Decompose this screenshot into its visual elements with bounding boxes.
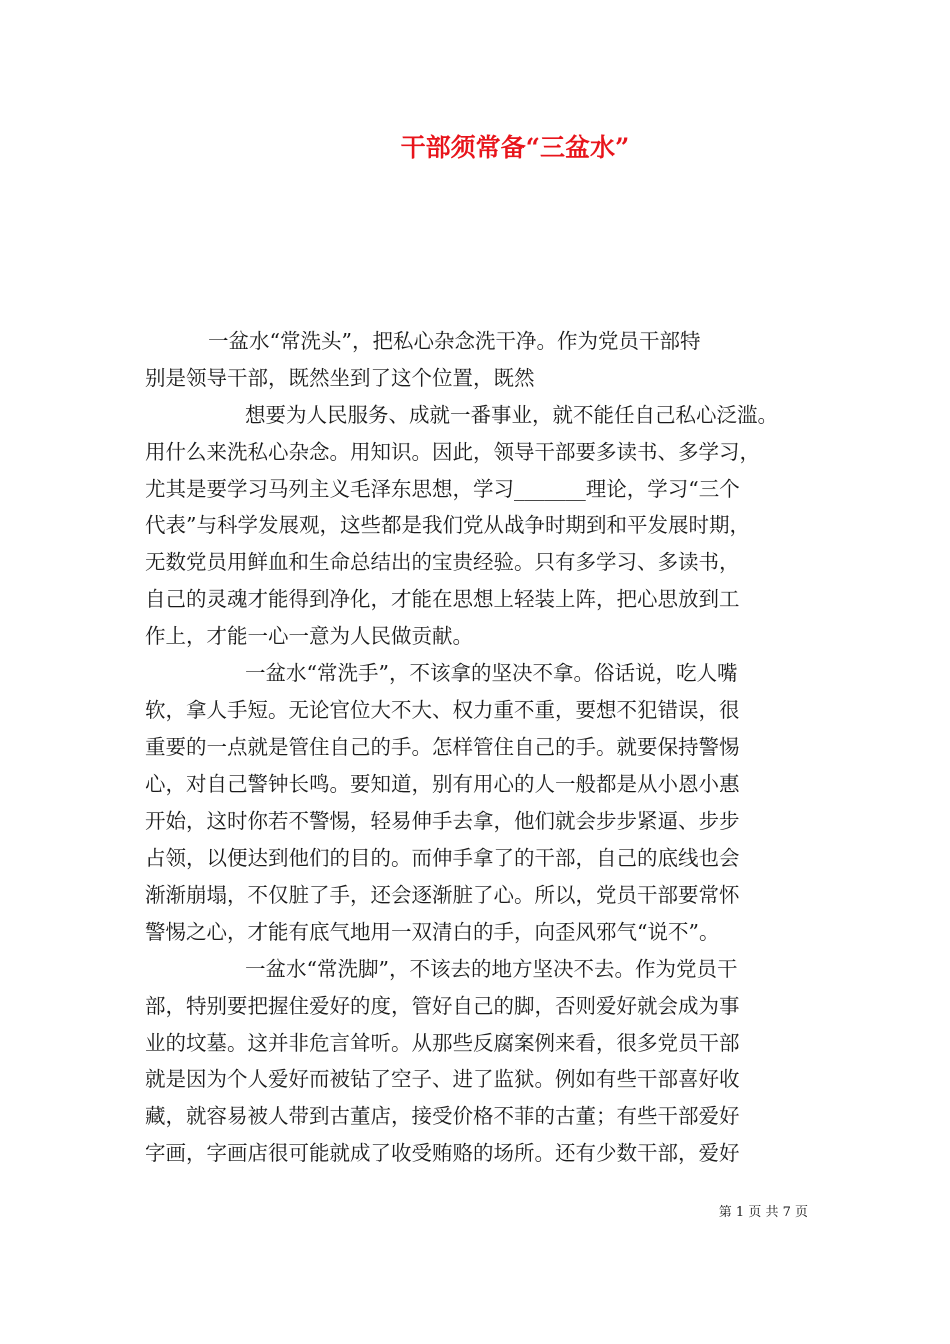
body-line: 想要为人民服务、成就一番事业，就不能任自己私心泛滥。 — [245, 403, 778, 427]
body-line: 一盆水“常洗手”，不该拿的坚决不拿。俗话说，吃人嘴 — [245, 661, 738, 685]
body-line: 部，特别要把握住爱好的度，管好自己的脚，否则爱好就会成为事 — [145, 994, 740, 1018]
body-line: 字画，字画店很可能就成了收受贿赂的场所。还有少数干部，爱好 — [145, 1141, 740, 1165]
body-line: 警惕之心，才能有底气地用一双清白的手，向歪风邪气“说不”。 — [145, 920, 720, 944]
body-line: 自己的灵魂才能得到净化，才能在思想上轻装上阵，把心思放到工 — [145, 587, 740, 611]
body-line: 业的坟墓。这并非危言耸听。从那些反腐案例来看，很多党员干部 — [145, 1031, 740, 1055]
document-title: 干部须常备“三盆水” — [400, 133, 630, 162]
body-line: 无数党员用鲜血和生命总结出的宝贵经验。只有多学习、多读书， — [145, 550, 740, 574]
page-number: 第 1 页 共 7 页 — [718, 1205, 808, 1220]
body-line: 一盆水“常洗头”，把私心杂念洗干净。作为党员干部特 — [208, 329, 701, 353]
body-line: 心，对自己警钟长鸣。要知道，别有用心的人一般都是从小恩小惠 — [145, 772, 740, 796]
body-line: 重要的一点就是管住自己的手。怎样管住自己的手。就要保持警惕 — [145, 735, 740, 759]
body-line: 别是领导干部，既然坐到了这个位置，既然 — [145, 366, 535, 390]
body-line: 藏，就容易被人带到古董店，接受价格不菲的古董；有些干部爱好 — [145, 1104, 740, 1128]
body-line: 一盆水“常洗脚”，不该去的地方坚决不去。作为党员干 — [245, 957, 738, 981]
body-line: 占领，以便达到他们的目的。而伸手拿了的干部，自己的底线也会 — [145, 846, 740, 870]
body-line: 作上，才能一心一意为人民做贡献。 — [145, 624, 473, 648]
body-line: 渐渐崩塌，不仅脏了手，还会逐渐脏了心。所以，党员干部要常怀 — [145, 883, 740, 907]
body-line: 尤其是要学习马列主义毛泽东思想，学习_______理论，学习“三个 — [145, 477, 740, 501]
body-line: 用什么来洗私心杂念。用知识。因此，领导干部要多读书、多学习， — [145, 440, 760, 464]
body-line: 软，拿人手短。无论官位大不大、权力重不重，要想不犯错误，很 — [145, 698, 740, 722]
body-line: 代表”与科学发展观，这些都是我们党从战争时期到和平发展时期， — [145, 513, 750, 537]
body-line: 就是因为个人爱好而被钻了空子、进了监狱。例如有些干部喜好收 — [145, 1067, 740, 1091]
body-line: 开始，这时你若不警惕，轻易伸手去拿，他们就会步步紧逼、步步 — [145, 809, 740, 833]
